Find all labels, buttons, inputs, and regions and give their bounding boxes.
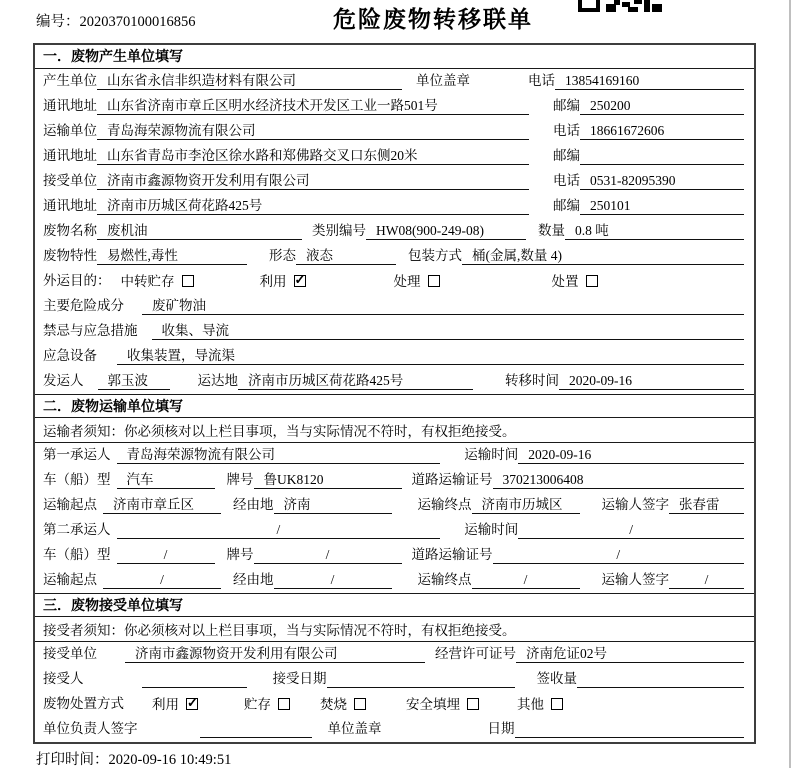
waste-name-value: 废机油	[97, 222, 302, 240]
receiver-phone-label: 电话	[553, 173, 580, 188]
plate2-label: 牌号	[226, 547, 254, 562]
plate1-label: 牌号	[226, 472, 254, 487]
hazard-component-row	[35, 294, 754, 319]
disposal-other-checkbox	[551, 698, 563, 710]
accept-unit-label: 接受单位	[43, 646, 97, 661]
accept-unit-row	[35, 642, 754, 667]
purpose-treat-checkbox	[428, 275, 440, 287]
purpose-storage-label: 中转贮存	[120, 274, 175, 289]
transport-time1-label: 运输时间	[464, 447, 519, 462]
disposal-landfill-checkbox	[467, 698, 479, 710]
purpose-storage-checkbox	[182, 275, 194, 287]
unit-seal2-label: 单位盖章	[327, 721, 382, 736]
route1-sign-label: 运输人签字	[601, 497, 669, 512]
disposal-option-store	[244, 693, 290, 713]
shipper-value: 郭玉波	[98, 372, 170, 390]
plate1-value: 鲁UK8120	[254, 471, 402, 489]
receiver-notice-row	[35, 617, 754, 642]
accept-person-row	[35, 667, 754, 692]
transport-unit-value: 青岛海荣源物流有限公司	[97, 122, 529, 140]
disposal-method-row	[35, 692, 754, 717]
producer-zip-value: 250200	[580, 97, 744, 115]
document-number-value: 2020370100016856	[79, 14, 196, 30]
plate2-value: /	[254, 546, 402, 564]
shipper-row	[35, 369, 754, 394]
transport-phone-value: 18661672606	[580, 122, 744, 140]
section2-header: 二．废物运输单位填写	[35, 394, 754, 418]
hazard-component-label: 主要危险成分	[43, 298, 124, 313]
producer-address-row	[35, 94, 754, 119]
road-permit1-value: 370213006408	[493, 471, 745, 489]
responsible-sign-row	[35, 717, 754, 742]
document-number-label: 编号：	[36, 14, 80, 30]
producer-address-value: 山东省济南市章丘区明水经济技术开发区工业一路501号	[97, 97, 529, 115]
waste-form-value: 液态	[296, 247, 396, 265]
first-carrier-value: 青岛海荣源物流有限公司	[117, 446, 441, 464]
purpose-dispose-checkbox	[586, 275, 598, 287]
purpose-treat-label: 处理	[393, 274, 421, 289]
print-time-value: 2020-09-16 10:49:51	[108, 752, 232, 768]
seal-date-label: 日期	[487, 721, 515, 736]
transfer-date-value: 2020-09-16	[559, 372, 744, 390]
disposal-option-use	[152, 693, 198, 713]
scan-edge-line	[789, 0, 791, 768]
receiver-address-value: 济南市历城区荷花路425号	[97, 197, 529, 215]
vehicle-type1-label: 车（船）型	[43, 472, 111, 487]
producer-zip-label: 邮编	[553, 98, 580, 113]
producer-unit-row	[35, 69, 754, 94]
road-permit1-label: 道路运输证号	[411, 472, 493, 487]
license-label: 经营许可证号	[435, 646, 516, 661]
route1-origin-label: 运输起点	[43, 497, 97, 512]
emergency-measures-value: 收集、导流	[152, 322, 745, 340]
receiver-notice-text: 接受者须知：你必须核对以上栏目事项，当与实际情况不符时，有权拒绝接受。	[43, 623, 516, 638]
transporter-notice-text: 运输者须知：你必须核对以上栏目事项，当与实际情况不符时，有权拒绝接受。	[43, 424, 516, 439]
emergency-measures-label: 禁忌与应急措施	[43, 323, 138, 338]
shipper-label: 发运人	[43, 373, 84, 388]
purpose-option-storage	[121, 270, 194, 290]
purpose-option-use	[260, 270, 306, 290]
route1-via-label: 经由地	[233, 497, 274, 512]
accept-person-label: 接受人	[43, 671, 84, 686]
route2-end-value: /	[472, 571, 580, 589]
transfer-purpose-label: 外运目的：	[43, 273, 111, 288]
route1-end-value: 济南市历城区	[472, 496, 580, 514]
receiver-unit-row	[35, 169, 754, 194]
receiver-address-row	[35, 194, 754, 219]
waste-name-label: 废物名称	[43, 223, 97, 238]
receiver-address-label: 通讯地址	[43, 198, 97, 213]
unit-seal-label: 单位盖章	[416, 73, 470, 88]
responsible-sign-value	[200, 720, 312, 738]
disposal-use-label: 利用	[152, 697, 179, 712]
page-title: 危险废物转移联单	[333, 6, 533, 32]
route2-end-label: 运输终点	[417, 572, 472, 587]
destination-label: 运达地	[197, 373, 238, 388]
transport-address-label: 通讯地址	[43, 148, 97, 163]
disposal-option-burn	[320, 693, 366, 713]
purpose-dispose-label: 处置	[551, 274, 579, 289]
route1-row	[35, 493, 754, 518]
route2-sign-label: 运输人签字	[601, 572, 669, 587]
route1-sign-value: 张春雷	[669, 496, 744, 514]
producer-unit-label: 产生单位	[43, 73, 97, 88]
vehicle-type1-value: 汽车	[117, 471, 215, 489]
disposal-burn-label: 焚烧	[320, 697, 347, 712]
route2-sign-value: /	[669, 571, 744, 589]
transport-time2-value: /	[518, 521, 744, 539]
route2-row	[35, 568, 754, 593]
packaging-value: 桶(金属,数量 4)	[462, 247, 744, 265]
route2-origin-label: 运输起点	[43, 572, 97, 587]
transport-address-value: 山东省青岛市李沧区徐水路和郑佛路交叉口东侧20米	[97, 147, 529, 165]
disposal-store-checkbox	[278, 698, 290, 710]
purpose-use-checkbox	[294, 275, 306, 287]
disposal-option-other	[517, 693, 563, 713]
disposal-option-landfill	[406, 693, 479, 713]
waste-code-value: HW08(900-249-08)	[366, 222, 526, 240]
section1-header: 一．废物产生单位填写	[35, 45, 754, 69]
transport-phone-label: 电话	[553, 123, 580, 138]
waste-qty-value: 0.8 吨	[565, 222, 744, 240]
document-number	[36, 10, 196, 31]
responsible-sign-label: 单位负责人签字	[43, 721, 138, 736]
vehicle-type2-row	[35, 543, 754, 568]
second-carrier-value: /	[117, 521, 441, 539]
producer-phone-value: 13854169160	[555, 72, 744, 90]
disposal-other-label: 其他	[517, 697, 544, 712]
transport-unit-row	[35, 119, 754, 144]
vehicle-type2-value: /	[117, 546, 215, 564]
waste-code-label: 类别编号	[312, 223, 366, 238]
received-qty-value	[577, 670, 744, 688]
destination-value: 济南市历城区荷花路425号	[238, 372, 473, 390]
accept-person-value	[142, 670, 247, 688]
transfer-purpose-row	[35, 269, 754, 294]
transporter-notice-row	[35, 418, 754, 443]
receiver-zip-value: 250101	[580, 197, 744, 215]
hazard-component-value: 废矿物油	[142, 297, 744, 315]
road-permit2-label: 道路运输证号	[411, 547, 493, 562]
seal-date-value	[515, 720, 745, 738]
purpose-option-dispose	[552, 270, 598, 290]
route1-origin-value: 济南市章丘区	[103, 496, 221, 514]
transport-zip-value	[580, 147, 744, 165]
license-value: 济南危证02号	[516, 645, 744, 663]
disposal-store-label: 贮存	[244, 697, 271, 712]
producer-phone-label: 电话	[528, 73, 555, 88]
transport-time2-label: 运输时间	[464, 522, 519, 537]
second-carrier-label: 第二承运人	[43, 522, 111, 537]
waste-props-row	[35, 244, 754, 269]
purpose-option-treat	[394, 270, 440, 290]
disposal-method-label: 废物处置方式	[43, 696, 124, 711]
transport-address-row	[35, 144, 754, 169]
print-time-label: 打印时间：	[36, 752, 109, 768]
print-time	[36, 748, 231, 769]
accept-unit-value: 济南市鑫源物资开发利用有限公司	[125, 645, 425, 663]
producer-address-label: 通讯地址	[43, 98, 97, 113]
first-carrier-label: 第一承运人	[43, 447, 111, 462]
packaging-label: 包装方式	[408, 248, 462, 263]
transport-zip-label: 邮编	[553, 148, 580, 163]
emergency-equipment-label: 应急设备	[43, 348, 97, 363]
accept-date-label: 接受日期	[272, 671, 327, 686]
disposal-use-checkbox	[186, 698, 198, 710]
emergency-equipment-value: 收集装置，导流渠	[117, 347, 744, 365]
route2-via-label: 经由地	[233, 572, 274, 587]
waste-props-label: 废物特性	[43, 248, 97, 263]
disposal-landfill-label: 安全填埋	[406, 697, 460, 712]
emergency-measures-row	[35, 319, 754, 344]
waste-props-value: 易燃性,毒性	[97, 247, 247, 265]
emergency-equipment-row	[35, 344, 754, 369]
vehicle-type2-label: 车（船）型	[43, 547, 111, 562]
transport-time1-value: 2020-09-16	[518, 446, 744, 464]
waste-qty-label: 数量	[538, 223, 565, 238]
receiver-unit-value: 济南市鑫源物资开发利用有限公司	[97, 172, 529, 190]
disposal-burn-checkbox	[354, 698, 366, 710]
qr-code-icon	[578, 0, 662, 12]
route1-end-label: 运输终点	[417, 497, 472, 512]
accept-date-value	[327, 670, 515, 688]
section3-header: 三．废物接受单位填写	[35, 593, 754, 617]
waste-name-row	[35, 219, 754, 244]
receiver-zip-label: 邮编	[553, 198, 580, 213]
receiver-unit-label: 接受单位	[43, 173, 97, 188]
waste-form-label: 形态	[269, 248, 296, 263]
purpose-use-label: 利用	[259, 274, 287, 289]
second-carrier-row	[35, 518, 754, 543]
producer-unit-value: 山东省永信非织造材料有限公司	[97, 72, 402, 90]
route2-via-value: /	[274, 571, 392, 589]
first-carrier-row	[35, 443, 754, 468]
received-qty-label: 签收量	[536, 671, 577, 686]
vehicle-type1-row	[35, 468, 754, 493]
manifest-form	[33, 43, 756, 744]
road-permit2-value: /	[493, 546, 745, 564]
transfer-date-label: 转移时间	[505, 373, 559, 388]
receiver-phone-value: 0531-82095390	[580, 172, 744, 190]
transport-unit-label: 运输单位	[43, 123, 97, 138]
route2-origin-value: /	[103, 571, 221, 589]
route1-via-value: 济南	[274, 496, 392, 514]
